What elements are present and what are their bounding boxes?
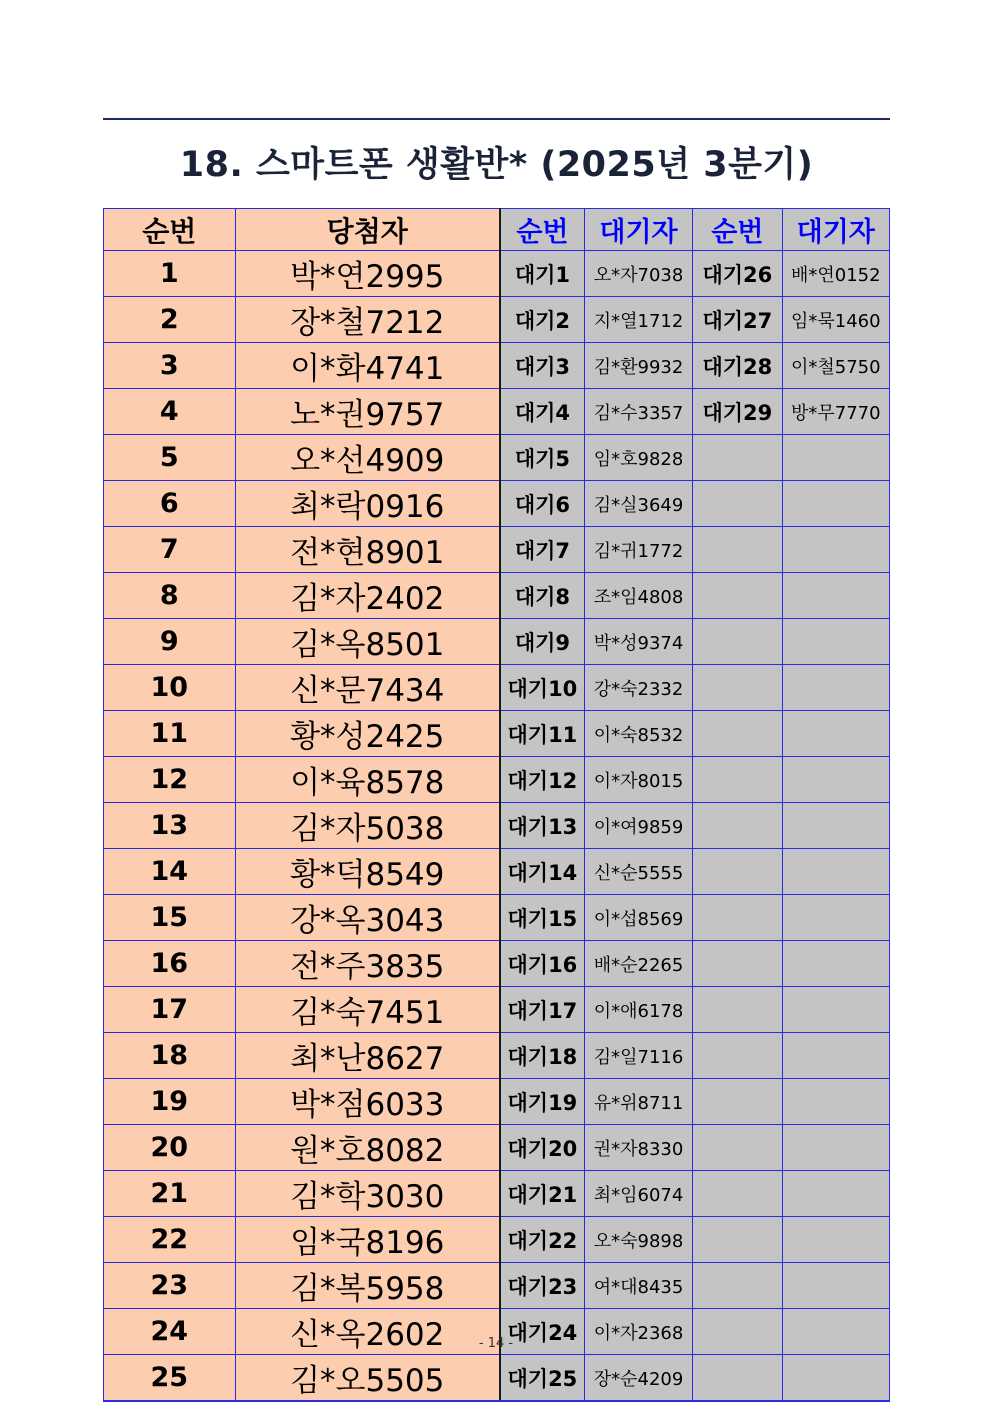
table-row (104, 665, 890, 711)
waitlist-name: 유*위8711 (584, 1079, 692, 1125)
waitlist-name: 이*숙8532 (584, 711, 692, 757)
empty-cell (693, 481, 782, 527)
winner-number: 3 (104, 343, 236, 389)
waitlist-number: 대기15 (500, 895, 584, 941)
winner-number: 18 (104, 1033, 236, 1079)
winner-number: 1 (104, 251, 236, 297)
empty-cell (782, 849, 889, 895)
waitlist-number: 대기3 (500, 343, 584, 389)
empty-cell (782, 1263, 889, 1309)
waitlist-name: 김*수3357 (584, 389, 692, 435)
empty-cell (782, 1217, 889, 1263)
waitlist-number: 대기26 (693, 251, 782, 297)
empty-cell (782, 619, 889, 665)
waitlist-name: 박*성9374 (584, 619, 692, 665)
waitlist-number: 대기5 (500, 435, 584, 481)
winner-number: 23 (104, 1263, 236, 1309)
waitlist-number: 대기25 (500, 1355, 584, 1402)
waitlist-name: 김*환9932 (584, 343, 692, 389)
winner-number: 22 (104, 1217, 236, 1263)
winner-name: 김*복5958 (235, 1263, 500, 1309)
page-title: 18. 스마트폰 생활반* (2025년 3분기) (179, 145, 814, 185)
waitlist-number: 대기4 (500, 389, 584, 435)
waitlist-number: 대기16 (500, 941, 584, 987)
waitlist-number: 대기10 (500, 665, 584, 711)
empty-cell (782, 573, 889, 619)
empty-cell (693, 757, 782, 803)
header-waitlist-a: 대기자 (584, 209, 692, 251)
waitlist-number: 대기28 (693, 343, 782, 389)
waitlist-number: 대기27 (693, 297, 782, 343)
winner-number: 15 (104, 895, 236, 941)
winner-name: 김*자5038 (235, 803, 500, 849)
waitlist-name: 임*묵1460 (782, 297, 889, 343)
waitlist-name: 배*순2265 (584, 941, 692, 987)
winner-number: 21 (104, 1171, 236, 1217)
winner-name: 김*자2402 (235, 573, 500, 619)
empty-cell (693, 1217, 782, 1263)
table-row (104, 1217, 890, 1263)
winner-number: 9 (104, 619, 236, 665)
empty-cell (693, 1263, 782, 1309)
waitlist-number: 대기21 (500, 1171, 584, 1217)
winner-name: 신*문7434 (235, 665, 500, 711)
waitlist-name: 이*애6178 (584, 987, 692, 1033)
waitlist-number: 대기7 (500, 527, 584, 573)
table-row (104, 435, 890, 481)
empty-cell (693, 573, 782, 619)
waitlist-name: 여*대8435 (584, 1263, 692, 1309)
waitlist-name: 강*숙2332 (584, 665, 692, 711)
empty-cell (782, 665, 889, 711)
waitlist-name: 오*자7038 (584, 251, 692, 297)
winner-name: 최*난8627 (235, 1033, 500, 1079)
waitlist-name: 이*자8015 (584, 757, 692, 803)
waitlist-number: 대기9 (500, 619, 584, 665)
empty-cell (782, 481, 889, 527)
empty-cell (693, 1355, 782, 1402)
table-row (104, 1033, 890, 1079)
waitlist-name: 이*철5750 (782, 343, 889, 389)
winner-name: 황*성2425 (235, 711, 500, 757)
waitlist-number: 대기6 (500, 481, 584, 527)
winner-number: 12 (104, 757, 236, 803)
winner-name: 강*옥3043 (235, 895, 500, 941)
waitlist-number: 대기11 (500, 711, 584, 757)
winner-number: 25 (104, 1355, 236, 1402)
table-header-row (104, 209, 890, 251)
waitlist-name: 임*호9828 (584, 435, 692, 481)
empty-cell (782, 1171, 889, 1217)
table-row (104, 711, 890, 757)
winner-number: 13 (104, 803, 236, 849)
table-row (104, 849, 890, 895)
winner-name: 이*육8578 (235, 757, 500, 803)
waitlist-number: 대기24 (500, 1309, 584, 1355)
winner-name: 오*선4909 (235, 435, 500, 481)
table-row (104, 573, 890, 619)
winner-name: 노*권9757 (235, 389, 500, 435)
winner-name: 임*국8196 (235, 1217, 500, 1263)
winner-number: 10 (104, 665, 236, 711)
page-number: - 14 - (478, 1336, 514, 1351)
winner-name: 김*오5505 (235, 1355, 500, 1402)
lottery-result-table (103, 208, 890, 1402)
header-winner: 당첨자 (235, 209, 500, 251)
empty-cell (782, 711, 889, 757)
waitlist-number: 대기2 (500, 297, 584, 343)
waitlist-number: 대기14 (500, 849, 584, 895)
waitlist-name: 권*자8330 (584, 1125, 692, 1171)
winner-name: 박*연2995 (235, 251, 500, 297)
table-row (104, 757, 890, 803)
winner-name: 김*학3030 (235, 1171, 500, 1217)
table-row (104, 1171, 890, 1217)
top-rule (103, 118, 890, 120)
winner-name: 박*점6033 (235, 1079, 500, 1125)
empty-cell (782, 757, 889, 803)
empty-cell (782, 527, 889, 573)
winner-name: 이*화4741 (235, 343, 500, 389)
empty-cell (693, 941, 782, 987)
winner-number: 4 (104, 389, 236, 435)
winner-name: 전*현8901 (235, 527, 500, 573)
winner-number: 7 (104, 527, 236, 573)
table-row (104, 987, 890, 1033)
empty-cell (693, 803, 782, 849)
empty-cell (782, 803, 889, 849)
empty-cell (782, 435, 889, 481)
table-row (104, 1263, 890, 1309)
empty-cell (693, 435, 782, 481)
empty-cell (693, 527, 782, 573)
waitlist-name: 김*실3649 (584, 481, 692, 527)
winner-name: 김*옥8501 (235, 619, 500, 665)
empty-cell (693, 895, 782, 941)
table-row (104, 527, 890, 573)
empty-cell (782, 895, 889, 941)
waitlist-number: 대기17 (500, 987, 584, 1033)
winner-number: 14 (104, 849, 236, 895)
empty-cell (782, 1355, 889, 1402)
header-wait-no-a: 순번 (500, 209, 584, 251)
waitlist-number: 대기18 (500, 1033, 584, 1079)
winner-name: 장*철7212 (235, 297, 500, 343)
waitlist-name: 김*귀1772 (584, 527, 692, 573)
table-row (104, 619, 890, 665)
winner-number: 16 (104, 941, 236, 987)
winner-number: 24 (104, 1309, 236, 1355)
waitlist-name: 배*연0152 (782, 251, 889, 297)
header-waitlist-b: 대기자 (782, 209, 889, 251)
empty-cell (693, 1033, 782, 1079)
empty-cell (782, 1125, 889, 1171)
waitlist-name: 지*열1712 (584, 297, 692, 343)
empty-cell (782, 1079, 889, 1125)
table-row (104, 895, 890, 941)
table-row (104, 343, 890, 389)
waitlist-name: 오*숙9898 (584, 1217, 692, 1263)
table-row (104, 481, 890, 527)
waitlist-number: 대기8 (500, 573, 584, 619)
table-row (104, 1125, 890, 1171)
waitlist-number: 대기20 (500, 1125, 584, 1171)
winner-number: 19 (104, 1079, 236, 1125)
winner-name: 원*호8082 (235, 1125, 500, 1171)
waitlist-number: 대기12 (500, 757, 584, 803)
winner-number: 20 (104, 1125, 236, 1171)
winner-number: 6 (104, 481, 236, 527)
table-row (104, 803, 890, 849)
empty-cell (782, 1033, 889, 1079)
waitlist-number: 대기13 (500, 803, 584, 849)
winner-number: 8 (104, 573, 236, 619)
winner-number: 2 (104, 297, 236, 343)
empty-cell (693, 1079, 782, 1125)
winner-number: 11 (104, 711, 236, 757)
waitlist-name: 이*여9859 (584, 803, 692, 849)
waitlist-name: 방*무7770 (782, 389, 889, 435)
empty-cell (693, 849, 782, 895)
waitlist-name: 최*임6074 (584, 1171, 692, 1217)
waitlist-number: 대기29 (693, 389, 782, 435)
waitlist-number: 대기22 (500, 1217, 584, 1263)
waitlist-name: 이*섭8569 (584, 895, 692, 941)
header-wait-no-b: 순번 (693, 209, 782, 251)
winner-name: 황*덕8549 (235, 849, 500, 895)
winner-number: 17 (104, 987, 236, 1033)
table-row (104, 297, 890, 343)
table-row (104, 1079, 890, 1125)
table-row (104, 941, 890, 987)
waitlist-number: 대기19 (500, 1079, 584, 1125)
waitlist-number: 대기1 (500, 251, 584, 297)
winner-name: 신*옥2602 (235, 1309, 500, 1355)
waitlist-name: 김*일7116 (584, 1033, 692, 1079)
empty-cell (693, 1125, 782, 1171)
winner-name: 김*숙7451 (235, 987, 500, 1033)
table-row (104, 389, 890, 435)
table-row (104, 1355, 890, 1402)
empty-cell (693, 665, 782, 711)
winner-name: 최*락0916 (235, 481, 500, 527)
header-no: 순번 (104, 209, 236, 251)
winner-name: 전*주3835 (235, 941, 500, 987)
table-row (104, 251, 890, 297)
empty-cell (782, 987, 889, 1033)
waitlist-name: 장*순4209 (584, 1355, 692, 1402)
empty-cell (693, 1171, 782, 1217)
empty-cell (693, 987, 782, 1033)
waitlist-name: 이*자2368 (584, 1309, 692, 1355)
waitlist-number: 대기23 (500, 1263, 584, 1309)
waitlist-name: 신*순5555 (584, 849, 692, 895)
empty-cell (693, 619, 782, 665)
empty-cell (782, 941, 889, 987)
empty-cell (693, 711, 782, 757)
waitlist-name: 조*임4808 (584, 573, 692, 619)
winner-number: 5 (104, 435, 236, 481)
